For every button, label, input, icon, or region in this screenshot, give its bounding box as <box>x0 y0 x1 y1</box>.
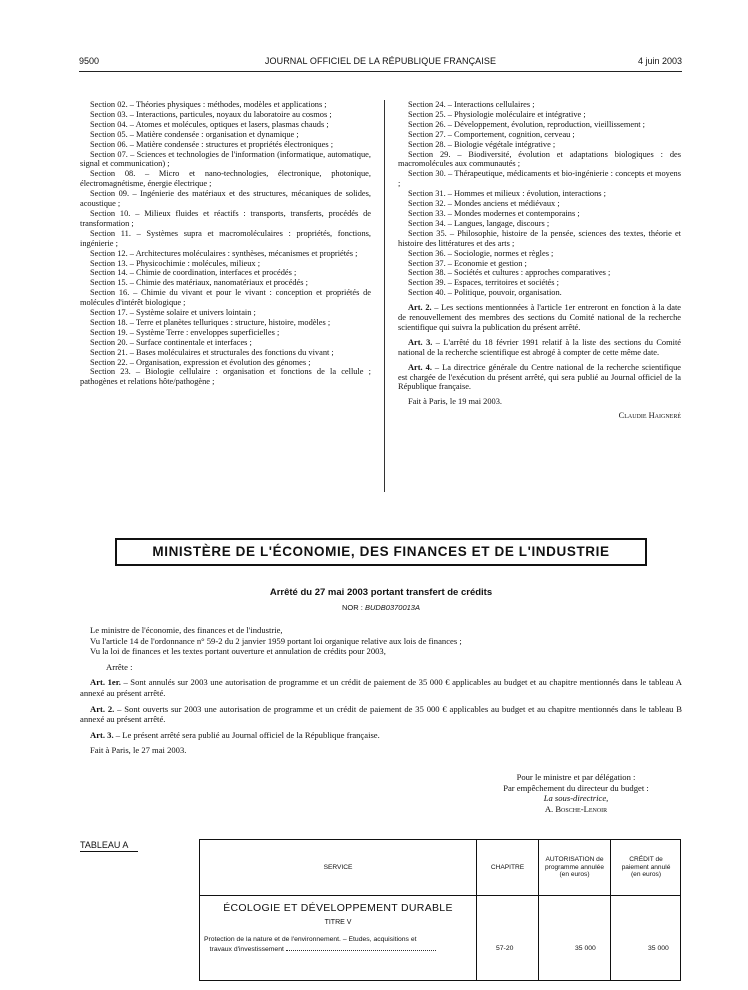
section-item: Section 12. – Architectures moléculaires : synthèses, mécanismes et propriétés ; <box>90 248 358 258</box>
article-paragraph <box>80 677 682 698</box>
budget-section: ÉCOLOGIE ET DÉVELOPPEMENT DURABLE <box>223 902 453 914</box>
nor-reference <box>80 603 682 612</box>
signatory: Claudie Haigneré <box>618 411 681 421</box>
section-item: Section 03. – Interactions, particules, noyaux du laboratoire au cosmos ; <box>90 109 332 119</box>
section-item: Section 39. – Espaces, territoires et sociétés ; <box>408 278 559 288</box>
section-item: Section 09. – Ingénierie des matériaux et des structures, mécaniques de solides, acoustique ; <box>80 189 371 209</box>
header-divider <box>200 895 680 896</box>
article-text: – Sont annulés sur 2003 une autorisation de programme et un crédit de paiement de 35 000 € applicables au budget et au chapitre mentionnés dans le tableau A annexé au présent arrêté. <box>80 677 682 698</box>
section-item: Section 19. – Système Terre : enveloppes superficielles ; <box>90 327 280 337</box>
section-item: Section 10. – Milieux fluides et réactifs : transports, transferts, procédés de transformation ; <box>80 208 371 228</box>
section-item: Section 26. – Développement, évolution, reproduction, vieillissement ; <box>408 119 646 129</box>
article-text: – La directrice générale du Centre national de la recherche scientifique est chargée de l'exécution du présent arrêté, qui sera publié au Journal officiel de la République française. <box>398 362 681 392</box>
article-text: – Le présent arrêté sera publié au Journal officiel de la République française. <box>113 729 380 740</box>
section-item: Section 27. – Comportement, cognition, cerveau ; <box>408 129 575 139</box>
table-row-label <box>204 936 472 954</box>
section-item: Section 29. – Biodiversité, évolution et adaptations biologiques : des macromolécules aux communautés ; <box>398 149 681 169</box>
row-label-line <box>204 944 472 954</box>
section-item: Section 13. – Physicochimie : molécules, milieux ; <box>90 258 261 268</box>
section-item: Section 06. – Matière condensée : structures et propriétés électroniques ; <box>90 139 334 149</box>
article-paragraph <box>398 363 681 393</box>
table-label: TABLEAU A <box>80 840 138 852</box>
row-label-text: travaux d'investissement <box>209 946 284 954</box>
section-item: Section 22. – Organisation, expression et évolution des génomes ; <box>90 357 311 367</box>
nor-code: BUDB0370013A <box>364 603 420 612</box>
signature-block <box>470 772 682 814</box>
leader-dots <box>286 944 436 951</box>
section-item: Section 24. – Interactions cellulaires ; <box>408 100 535 109</box>
row-chapitre: 57-20 <box>496 945 514 952</box>
article-paragraph <box>398 338 681 358</box>
article-label: Art. 3. <box>90 729 114 740</box>
page-number: 9500 <box>79 56 100 66</box>
header-autorisation: AUTORISATION de programme annulée (en euros) <box>544 856 604 879</box>
column-divider <box>384 100 385 492</box>
arrete-word: Arrête : <box>106 661 133 672</box>
section-item: Section 30. – Thérapeutique, médicaments et bio-ingénierie : concepts et moyens ; <box>398 169 681 189</box>
section-item: Section 14. – Chimie de coordination, interfaces et procédés ; <box>90 268 297 278</box>
article-paragraph <box>80 704 682 725</box>
section-item: Section 07. – Sciences et technologies de l'information (informatique, automatique, signal et communication) ; <box>80 149 371 169</box>
section-item: Section 18. – Terre et planètes telluriques : structure, histoire, modèles ; <box>90 317 331 327</box>
section-item: Section 34. – Langues, langage, discours ; <box>408 218 550 228</box>
delegation-line: Par empêchement du directeur du budget : <box>503 782 649 793</box>
article-label: Art. 3. <box>408 337 433 347</box>
section-item: Section 33. – Mondes modernes et contemporains ; <box>408 208 580 218</box>
section-item: Section 05. – Matière condensée : organisation et dynamique ; <box>90 129 299 139</box>
left-column <box>80 100 371 387</box>
section-item: Section 38. – Sociétés et cultures : approches comparatives ; <box>408 268 611 278</box>
arrete-body <box>80 625 682 756</box>
section-item: Section 16. – Chimie du vivant et pour le vivant : conception et propriétés de molécules d'intérêt biologique ; <box>80 288 371 308</box>
ministry-heading: MINISTÈRE DE L'ÉCONOMIE, DES FINANCES ET DE L'INDUSTRIE <box>115 538 647 566</box>
row-autorisation: 35 000 <box>575 945 596 952</box>
article-label: Art. 1er. <box>90 677 121 688</box>
arrete-title: Arrêté du 27 mai 2003 portant transfert de crédits <box>269 587 493 598</box>
budget-titre: TITRE V <box>324 919 352 926</box>
intro-line: Vu l'article 14 de l'ordonnance n° 59-2 du 2 janvier 1959 portant loi organique relative aux lois de finances ; <box>90 635 462 646</box>
article-text: – Les sections mentionnées à l'article 1er entreront en fonction à la date de renouvellement des membres des sections du Comité national de la recherche scientifique qui suivra la publication du présent arrêté. <box>398 303 682 332</box>
article-paragraph <box>80 730 682 741</box>
right-column <box>398 100 681 421</box>
section-item: Section 08. – Micro et nano-technologies, électronique, photonique, électromagnétisme, énergie électrique ; <box>80 169 371 189</box>
section-item: Section 31. – Hommes et milieux : évolution, interactions ; <box>408 189 606 199</box>
delegation-line: Pour le ministre et par délégation : <box>516 772 636 782</box>
fait-a-paris: Fait à Paris, le 19 mai 2003. <box>408 397 502 407</box>
issue-date: 4 juin 2003 <box>637 56 682 66</box>
section-item: Section 15. – Chimie des matériaux, nanomatériaux et procédés ; <box>90 278 308 288</box>
article-paragraph <box>398 303 681 333</box>
section-item: Section 21. – Bases moléculaires et structurales des fonctions du vivant ; <box>90 347 334 357</box>
nor-label: NOR : <box>342 603 365 612</box>
section-item: Section 11. – Systèmes supra et macromoléculaires : propriétés, fonctions, ingénierie ; <box>80 228 371 248</box>
section-item: Section 28. – Biologie végétale intégrative ; <box>408 139 556 149</box>
article-text: – Sont ouverts sur 2003 une autorisation de programme et un crédit de paiement de 35 000 € applicables au budget et au chapitre mentionnés dans le tableau B annexé au présent arrêté. <box>80 703 683 725</box>
section-item: Section 36. – Sociologie, normes et règles ; <box>408 248 554 258</box>
header-credit: CRÉDIT de paiement annulé (en euros) <box>621 856 671 879</box>
credits-table <box>199 839 681 981</box>
section-item: Section 25. – Physiologie moléculaire et intégrative ; <box>408 109 586 119</box>
section-item: Section 02. – Théories physiques : méthodes, modèles et applications ; <box>90 100 327 109</box>
article-text: – L'arrêté du 18 février 1991 relatif à la liste des sections du Comité national de la recherche scientifique est abrogé à compter de cette même date. <box>398 337 682 357</box>
section-item: Section 37. – Economie et gestion ; <box>408 258 527 268</box>
fait-a-paris: Fait à Paris, le 27 mai 2003. <box>90 745 187 756</box>
section-item: Section 23. – Biologie cellulaire : organisation et fonctions de la cellule ; pathogènes et relations hôte/pathogène ; <box>80 367 371 387</box>
article-label: Art. 2. <box>408 303 432 313</box>
header-chapitre: CHAPITRE <box>490 863 525 871</box>
journal-title: JOURNAL OFFICIEL DE LA RÉPUBLIQUE FRANÇAISE <box>264 56 497 66</box>
signatory-role: La sous-directrice, <box>543 793 609 804</box>
page-header <box>79 53 682 72</box>
intro-line: Vu la loi de finances et les textes portant ouverture et annulation de crédits pour 2003, <box>90 646 386 657</box>
section-item: Section 17. – Système solaire et univers lointain ; <box>90 308 256 318</box>
section-item: Section 04. – Atomes et molécules, optiques et lasers, plasmas chauds ; <box>90 119 329 129</box>
header-service: SERVICE <box>323 863 353 871</box>
row-label-line: Protection de la nature et de l'environnement. – Etudes, acquisitions et <box>204 936 417 943</box>
row-credit: 35 000 <box>648 945 669 952</box>
signatory-name: A. Bosche-Lenoir <box>544 803 608 814</box>
section-item: Section 20. – Surface continentale et interfaces ; <box>90 337 252 347</box>
article-label: Art. 4. <box>408 362 432 372</box>
intro-line: Le ministre de l'économie, des finances et de l'industrie, <box>90 625 283 635</box>
article-label: Art. 2. <box>90 703 115 714</box>
section-item: Section 40. – Politique, pouvoir, organisation. <box>408 288 562 298</box>
section-item: Section 35. – Philosophie, histoire de la pensée, sciences des textes, théorie et histoire des littératures et des arts ; <box>398 228 681 248</box>
section-item: Section 32. – Mondes anciens et médiévaux ; <box>408 199 560 209</box>
